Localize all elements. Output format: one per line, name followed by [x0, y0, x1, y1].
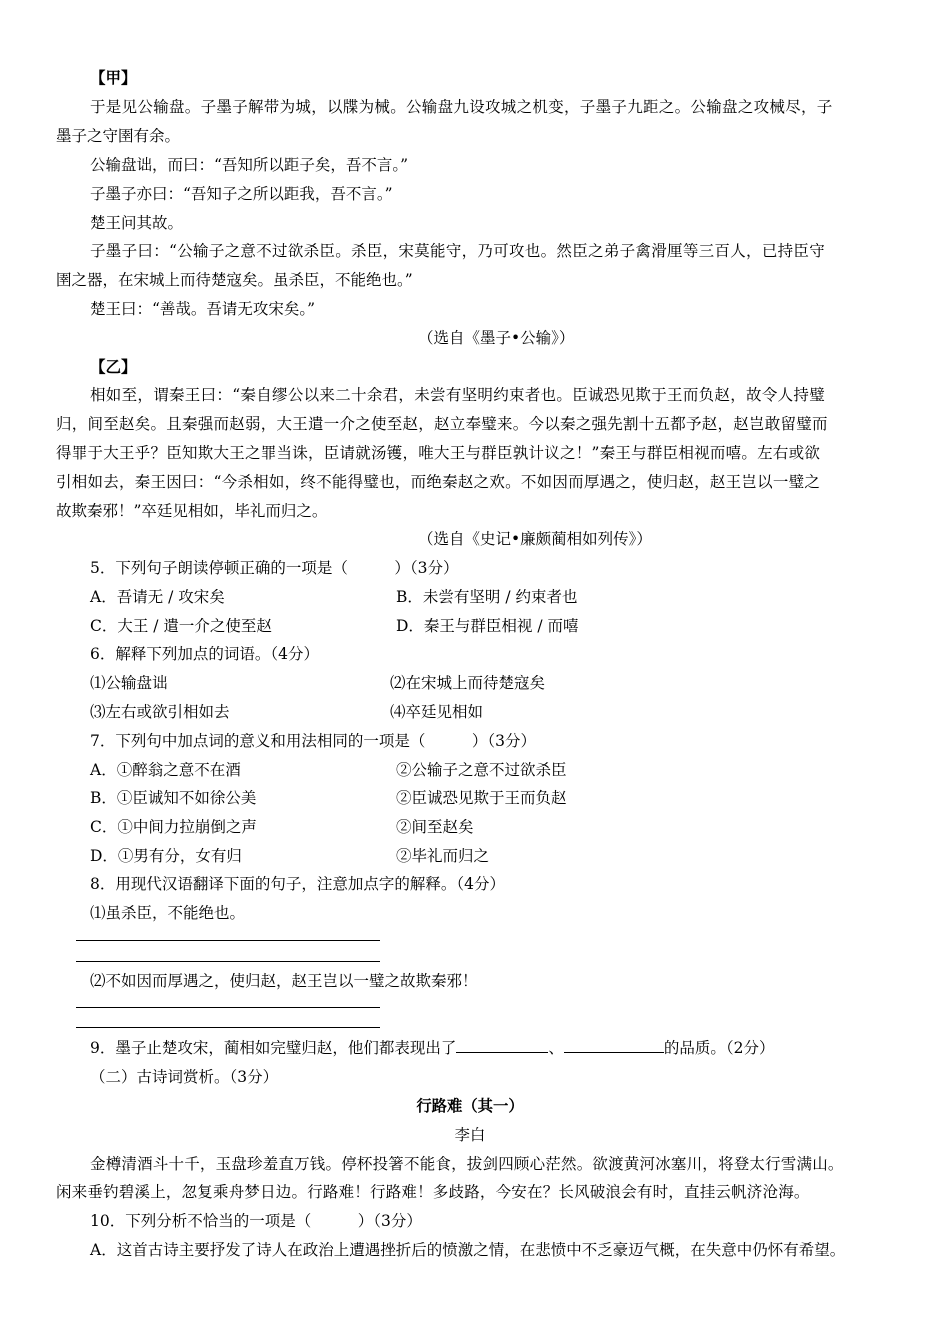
q6-item-4: ⑷卒廷见相如 — [390, 703, 484, 721]
q7-c2: ②间至赵矣 — [396, 818, 474, 836]
poem-line-2: 闲来垂钓碧溪上，忽复乘舟梦日边。行路难！行路难！多歧路，今安在？长风破浪会有时，直挂云帆济沧海。 — [56, 1183, 810, 1201]
q5-stem: 5．下列句子朗读停顿正确的一项是（ ）（3分） — [90, 559, 459, 577]
q7-d2: ②毕礼而归之 — [396, 847, 490, 865]
q6-item-3: ⑶左右或欲引相如去 — [90, 703, 230, 721]
q8-sentence-2: ⑵不如因而厚遇之，使归赵，赵王岂以一璧之故欺秦邪！ — [90, 972, 478, 990]
jia-p6: 楚王曰：“善哉。吾请无攻宋矣。” — [90, 300, 316, 318]
jia-p5-line1: 子墨子曰：“公输子之意不过欲杀臣。杀臣，宋莫能守，乃可攻也。然臣之弟子禽滑厘等三百人，已持臣守 — [90, 242, 826, 260]
yi-line2: 归，间至赵矣。且秦强而赵弱，大王遣一介之使至赵，赵立奉璧来。今以秦之强先割十五都予赵，赵岂敢留璧而 — [56, 415, 828, 433]
q9-text-pre: 9．墨子止楚攻宋，蔺相如完璧归赵，他们都表现出了 — [90, 1039, 457, 1057]
q5-option-d: D．秦王与群臣相视 / 而嘻 — [396, 617, 579, 635]
yi-line1: 相如至，谓秦王曰：“秦自缪公以来二十余君，未尝有坚明约束者也。臣诚恐见欺于王而负赵，故令人持璧 — [90, 386, 826, 404]
q9-text-mid: 、 — [548, 1039, 564, 1057]
q7-c1: C．①中间力拉崩倒之声 — [90, 818, 257, 836]
answer-line-2 — [76, 961, 380, 962]
q6-item-1: ⑴公输盘诎 — [90, 674, 168, 692]
poem-title: 行路难（其一） — [416, 1096, 524, 1115]
q9-text-post: 的品质。（2分） — [663, 1039, 775, 1057]
q9 — [90, 1037, 775, 1059]
q7-d1: D．①男有分，女有归 — [90, 847, 242, 865]
jia-p5-line2: 圉之器，在宋城上而待楚寇矣。虽杀臣，不能绝也。” — [56, 271, 413, 289]
q7-b2: ②臣诚恐见欺于王而负赵 — [396, 789, 567, 807]
poem-line-1: 金樽清酒斗十千，玉盘珍羞直万钱。停杯投箸不能食，拔剑四顾心茫然。欲渡黄河冰塞川，将登太行雪满山。 — [90, 1155, 844, 1173]
answer-line-4 — [76, 1027, 380, 1028]
q7-a1: A．①醉翁之意不在酒 — [90, 761, 241, 779]
section-2-heading: （二）古诗词赏析。（3分） — [90, 1068, 279, 1086]
q7-b1: B．①臣诚知不如徐公美 — [90, 789, 257, 807]
q9-blank-1[interactable] — [456, 1038, 548, 1053]
q6-stem: 6．解释下列加点的词语。（4分） — [90, 645, 319, 663]
poem-author: 李白 — [454, 1126, 486, 1144]
q5-option-a: A．吾请无 / 攻宋矣 — [90, 588, 225, 606]
q6-item-2: ⑵在宋城上而待楚寇矣 — [390, 674, 546, 692]
jia-p2: 公输盘诎，而曰：“吾知所以距子矣，吾不言。” — [90, 156, 409, 174]
answer-line-1 — [76, 940, 380, 941]
answer-line-3 — [76, 1007, 380, 1008]
q8-stem: 8．用现代汉语翻译下面的句子，注意加点字的解释。（4分） — [90, 875, 505, 893]
q9-blank-2[interactable] — [564, 1038, 664, 1053]
yi-line4: 引相如去，秦王因曰：“今杀相如，终不能得璧也，而绝秦赵之欢。不如因而厚遇之，使归赵，赵王岂以一璧之 — [56, 473, 821, 491]
q5-option-b: B．未尝有坚明 / 约束者也 — [396, 588, 578, 606]
q7-stem: 7．下列句中加点词的意义和用法相同的一项是（ ）（3分） — [90, 732, 536, 750]
jia-header: 【甲】 — [90, 68, 137, 87]
yi-line5: 故欺秦邪！”卒廷见相如，毕礼而归之。 — [56, 502, 328, 520]
jia-p1-line2: 墨子之守圉有余。 — [56, 127, 181, 145]
yi-line3: 得罪于大王乎？臣知欺大王之罪当诛，臣请就汤镬，唯大王与群臣孰计议之！”秦王与群臣相视而嘻。左右或欲 — [56, 444, 821, 462]
jia-source: （选自《墨子•公输》） — [418, 329, 575, 347]
jia-p3: 子墨子亦曰：“吾知子之所以距我，吾不言。” — [90, 185, 393, 203]
jia-p4: 楚王问其故。 — [90, 214, 184, 232]
q5-option-c: C．大王 / 遣一介之使至赵 — [90, 617, 272, 635]
q8-sentence-1: ⑴虽杀臣，不能绝也。 — [90, 904, 246, 922]
jia-p1-line1: 于是见公输盘。子墨子解带为城，以牒为械。公输盘九设攻城之机变，子墨子九距之。公输盘之攻械尽，子 — [90, 98, 833, 116]
yi-source: （选自《史记•廉颇蔺相如列传》） — [418, 530, 652, 548]
q10-stem: 10．下列分析不恰当的一项是（ ）（3分） — [90, 1212, 422, 1230]
q7-a2: ②公输子之意不过欲杀臣 — [396, 761, 567, 779]
yi-header: 【乙】 — [90, 357, 137, 376]
q10-option-a: A．这首古诗主要抒发了诗人在政治上遭遇挫折后的愤激之情，在悲愤中不乏豪迈气概，在失意中仍怀有希望。 — [90, 1241, 846, 1259]
